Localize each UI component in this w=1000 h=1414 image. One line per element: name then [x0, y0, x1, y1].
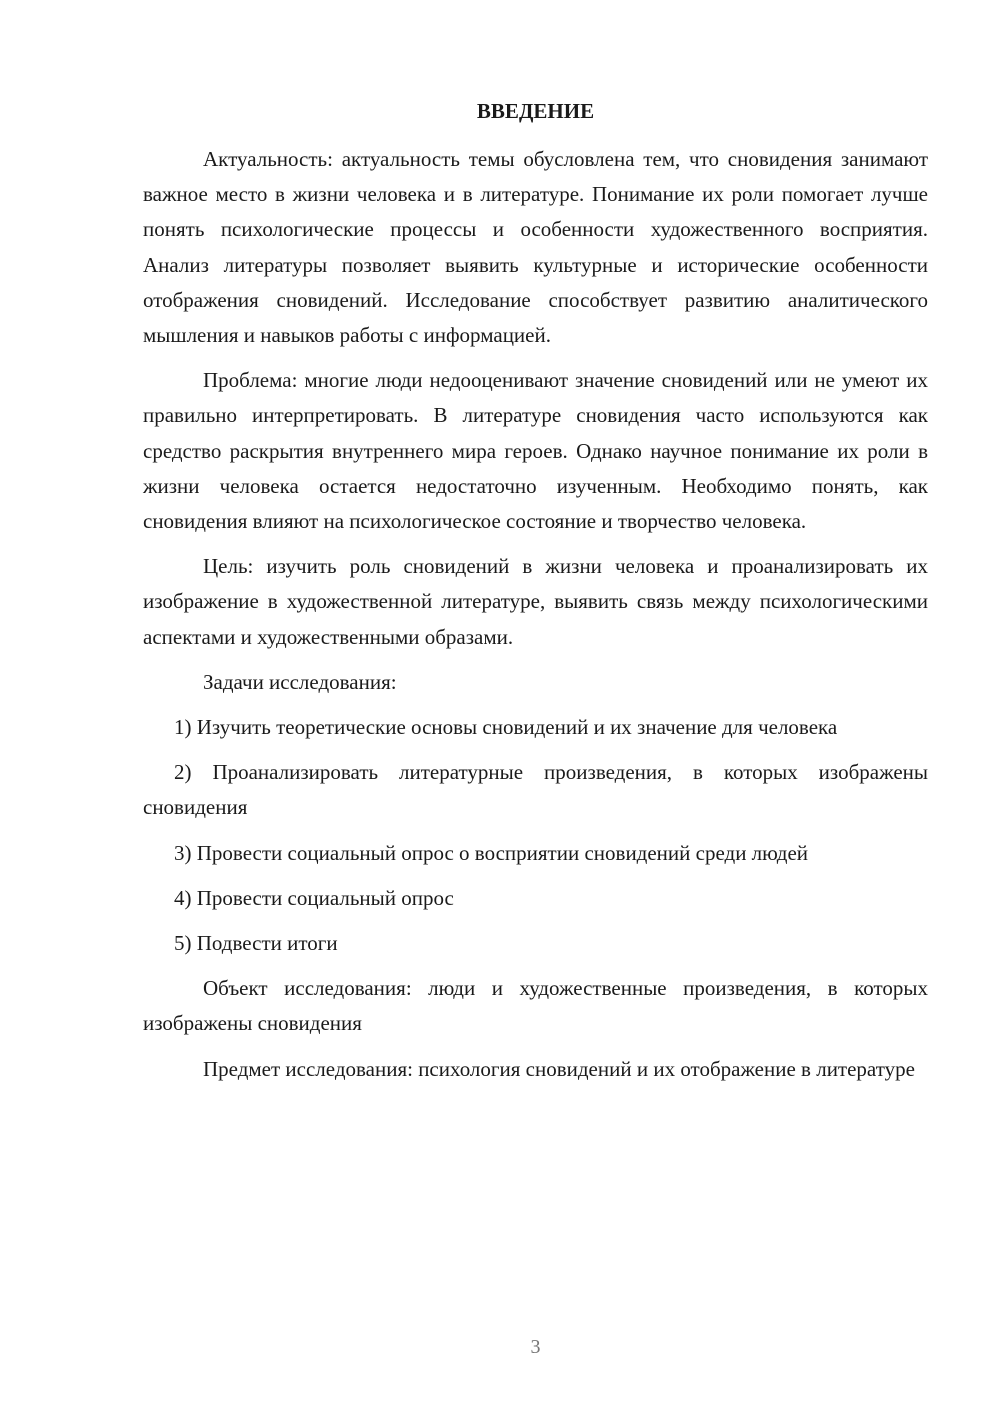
page-title: ВВЕДЕНИЕ: [476, 99, 595, 123]
goal-paragraph: Цель: изучить роль сновидений в жизни человека и проанализировать их изображение в художественной литературе, выявить связь между психологическими аспектами и художественными образами.: [143, 554, 928, 649]
document-page: [143, 0, 928, 1414]
relevance-paragraph: Актуальность: актуальность темы обусловлена тем, что сновидения занимают важное место в жизни человека и в литературе. Понимание их роли помогает лучше понять психологические процессы и особенности художественного восприятия. Анализ литературы позволяет выявить культурные и исторические особенности отображения сновидений. Исследование способствует развитию аналитического мышления и навыков работы с информацией.: [143, 147, 928, 348]
document-body: [143, 142, 928, 1087]
subject-paragraph: Предмет исследования: психология сновидений и их отображение в литературе: [203, 1056, 915, 1081]
problem-paragraph: Проблема: многие люди недооценивают значение сновидений или не умеют их правильно интерпретировать. В литературе сновидения часто используются как средство раскрытия внутреннего мира героев. Однако научное понимание их роли в жизни человека остается недостаточно изученным. Необходимо понять, как сновидения влияют на психологическое состояние и творчество человека.: [143, 368, 928, 534]
list-item: 1) Изучить теоретические основы сновидений и их значение для человека: [174, 715, 838, 740]
list-item: 5) Подвести итоги: [174, 931, 338, 956]
tasks-list: [143, 710, 928, 961]
list-item: 2) Проанализировать литературные произведения, в которых изображены сновидения: [143, 760, 928, 820]
page-number: 3: [530, 1336, 541, 1358]
list-item: 4) Провести социальный опрос: [174, 885, 454, 910]
tasks-title: Задачи исследования:: [203, 669, 397, 694]
list-item: 3) Провести социальный опрос о восприятии сновидений среди людей: [174, 840, 809, 865]
object-paragraph: Объект исследования: люди и художественные произведения, в которых изображены сновидения: [143, 976, 928, 1036]
